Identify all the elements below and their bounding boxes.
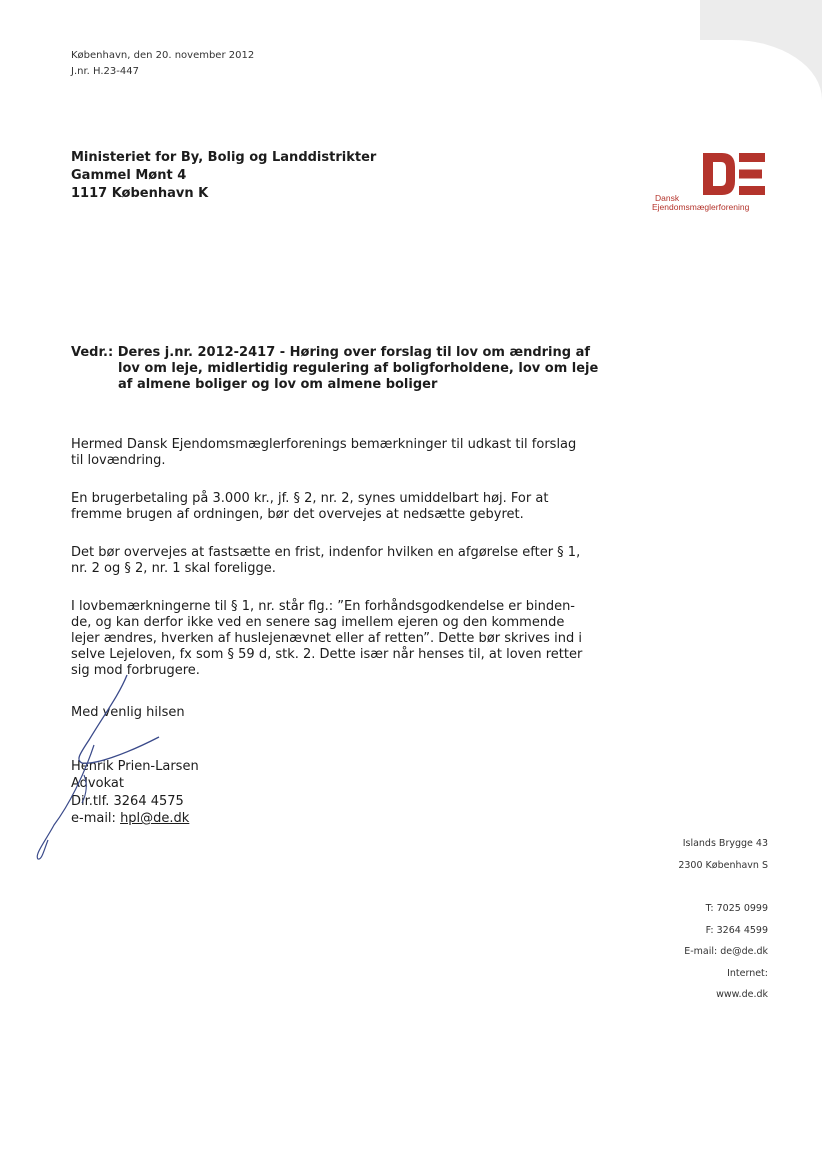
greeting: Med venlig hilsen xyxy=(71,705,185,720)
contact-web[interactable]: www.de.dk xyxy=(716,989,768,1000)
subject xyxy=(71,345,601,393)
letter-body xyxy=(71,437,591,701)
contact-internet-label: Internet: xyxy=(727,967,768,979)
contact-block xyxy=(678,833,768,1006)
subject-lead: Vedr.: xyxy=(71,345,114,360)
letter-header xyxy=(71,48,254,80)
recipient-address xyxy=(71,149,376,203)
contact-street: Islands Brygge 43 xyxy=(682,838,768,849)
contact-tel: T: 7025 0999 xyxy=(705,903,768,914)
paragraph-4: I lovbemærkningerne til § 1, nr. står flg.: ”En forhåndsgodkendelse er binden-de, og kan derfor ikke ved en senere sag imellem ejeren og den kommende lejer ændres, hverken af huslejenævnet eller af retten”. Dette bør skrives ind i selve Lejeloven, fx som § 59 d, stk. 2. Dette især når henses til, at loven retter sig mod forbrugere. xyxy=(71,599,583,678)
journal-number: J.nr. H.23-447 xyxy=(71,66,139,77)
subject-line-2: lov om leje, midlertidig regulering af boligforholdene, lov om leje xyxy=(118,361,599,376)
contact-fax: F: 3264 4599 xyxy=(705,924,768,936)
email-label: e-mail: xyxy=(71,811,121,826)
recipient-line-1: Ministeriet for By, Bolig og Landdistrikter xyxy=(71,150,377,165)
de-logo xyxy=(645,153,767,213)
subject-line-1: Deres j.nr. 2012-2417 - Høring over forslag til lov om ændring af xyxy=(117,345,591,360)
logo-text-dansk: Dansk xyxy=(655,193,680,203)
paragraph-1: Hermed Dansk Ejendomsmæglerforenings bemærkninger til udkast til forslag til lovændring. xyxy=(71,437,577,468)
signer-title: Advokat xyxy=(71,776,124,791)
paragraph-2: En brugerbetaling på 3.000 kr., jf. § 2, nr. 2, synes umiddelbart høj. For at fremme brugen af ordningen, bør det overvejes at nedsætte gebyret. xyxy=(71,491,549,522)
logo-text-name: Ejendomsmæglerforening xyxy=(652,202,750,212)
email-link[interactable]: hpl@de.dk xyxy=(120,811,190,826)
de-logo-mark-icon xyxy=(703,153,765,195)
recipient-line-3: 1117 København K xyxy=(71,186,209,201)
contact-city: 2300 København S xyxy=(678,859,768,871)
subject-line-3: af almene boliger og lov om almene boliger xyxy=(118,377,438,392)
signer-phone: Dir.tlf. 3264 4575 xyxy=(71,793,184,809)
contact-email[interactable]: E-mail: de@de.dk xyxy=(684,946,768,957)
paragraph-3: Det bør overvejes at fastsætte en frist, indenfor hvilken en afgørelse efter § 1, nr. 2 og § 2, nr. 1 skal foreligge. xyxy=(71,545,581,576)
signer-name: Henrik Prien-Larsen xyxy=(71,758,199,774)
place-date: København, den 20. november 2012 xyxy=(71,50,255,61)
recipient-line-2: Gammel Mønt 4 xyxy=(71,168,187,183)
handwritten-signature xyxy=(24,665,174,865)
